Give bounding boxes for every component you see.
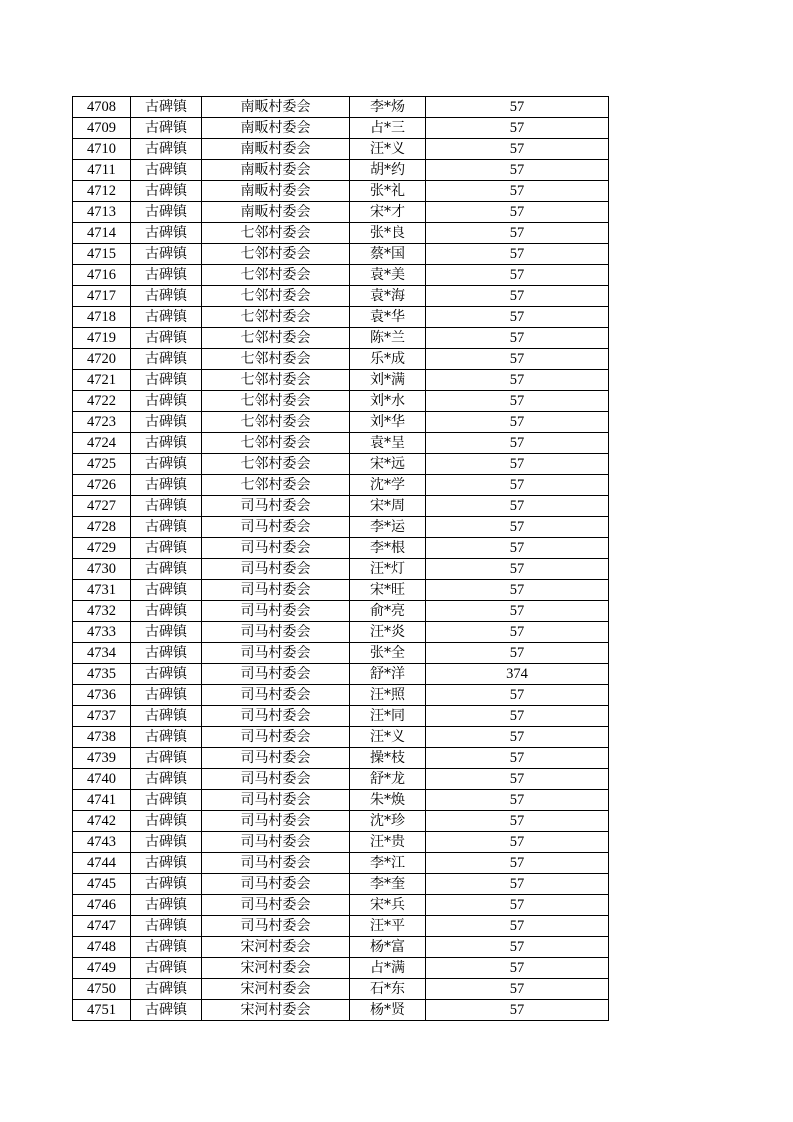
town-cell: 古碑镇 xyxy=(131,580,202,601)
name-cell: 石*东 xyxy=(350,979,426,1000)
data-table xyxy=(72,96,609,1021)
name-cell: 张*良 xyxy=(350,223,426,244)
village-committee-cell: 南畈村委会 xyxy=(202,160,350,181)
village-committee-cell: 司马村委会 xyxy=(202,580,350,601)
amount-cell: 57 xyxy=(426,202,609,223)
table-row xyxy=(73,601,609,622)
table-row xyxy=(73,664,609,685)
town-cell: 古碑镇 xyxy=(131,853,202,874)
row-index-cell: 4711 xyxy=(73,160,131,181)
row-index-cell: 4712 xyxy=(73,181,131,202)
name-cell: 杨*贤 xyxy=(350,1000,426,1021)
amount-cell: 57 xyxy=(426,958,609,979)
row-index-cell: 4720 xyxy=(73,349,131,370)
table-row xyxy=(73,937,609,958)
table-row xyxy=(73,538,609,559)
village-committee-cell: 司马村委会 xyxy=(202,496,350,517)
row-index-cell: 4746 xyxy=(73,895,131,916)
town-cell: 古碑镇 xyxy=(131,118,202,139)
amount-cell: 57 xyxy=(426,748,609,769)
amount-cell: 57 xyxy=(426,349,609,370)
table-row xyxy=(73,181,609,202)
village-committee-cell: 司马村委会 xyxy=(202,790,350,811)
village-committee-cell: 司马村委会 xyxy=(202,748,350,769)
name-cell: 汪*贵 xyxy=(350,832,426,853)
village-committee-cell: 七邻村委会 xyxy=(202,307,350,328)
amount-cell: 374 xyxy=(426,664,609,685)
village-committee-cell: 司马村委会 xyxy=(202,517,350,538)
row-index-cell: 4731 xyxy=(73,580,131,601)
table-row xyxy=(73,832,609,853)
row-index-cell: 4726 xyxy=(73,475,131,496)
town-cell: 古碑镇 xyxy=(131,979,202,1000)
name-cell: 袁*华 xyxy=(350,307,426,328)
amount-cell: 57 xyxy=(426,538,609,559)
amount-cell: 57 xyxy=(426,328,609,349)
name-cell: 汪*同 xyxy=(350,706,426,727)
amount-cell: 57 xyxy=(426,853,609,874)
town-cell: 古碑镇 xyxy=(131,181,202,202)
name-cell: 占*三 xyxy=(350,118,426,139)
table-row xyxy=(73,307,609,328)
name-cell: 操*枝 xyxy=(350,748,426,769)
table-row xyxy=(73,790,609,811)
amount-cell: 57 xyxy=(426,979,609,1000)
amount-cell: 57 xyxy=(426,622,609,643)
amount-cell: 57 xyxy=(426,916,609,937)
amount-cell: 57 xyxy=(426,832,609,853)
town-cell: 古碑镇 xyxy=(131,370,202,391)
table-row xyxy=(73,811,609,832)
table-row xyxy=(73,454,609,475)
village-committee-cell: 司马村委会 xyxy=(202,601,350,622)
amount-cell: 57 xyxy=(426,874,609,895)
table-row xyxy=(73,979,609,1000)
town-cell: 古碑镇 xyxy=(131,160,202,181)
amount-cell: 57 xyxy=(426,811,609,832)
row-index-cell: 4734 xyxy=(73,643,131,664)
row-index-cell: 4748 xyxy=(73,937,131,958)
table-row xyxy=(73,748,609,769)
row-index-cell: 4727 xyxy=(73,496,131,517)
row-index-cell: 4750 xyxy=(73,979,131,1000)
row-index-cell: 4742 xyxy=(73,811,131,832)
amount-cell: 57 xyxy=(426,496,609,517)
name-cell: 袁*呈 xyxy=(350,433,426,454)
row-index-cell: 4744 xyxy=(73,853,131,874)
village-committee-cell: 司马村委会 xyxy=(202,895,350,916)
name-cell: 汪*照 xyxy=(350,685,426,706)
village-committee-cell: 七邻村委会 xyxy=(202,370,350,391)
town-cell: 古碑镇 xyxy=(131,958,202,979)
amount-cell: 57 xyxy=(426,370,609,391)
row-index-cell: 4710 xyxy=(73,139,131,160)
row-index-cell: 4735 xyxy=(73,664,131,685)
name-cell: 朱*焕 xyxy=(350,790,426,811)
town-cell: 古碑镇 xyxy=(131,685,202,706)
town-cell: 古碑镇 xyxy=(131,97,202,118)
row-index-cell: 4716 xyxy=(73,265,131,286)
row-index-cell: 4721 xyxy=(73,370,131,391)
town-cell: 古碑镇 xyxy=(131,643,202,664)
row-index-cell: 4732 xyxy=(73,601,131,622)
amount-cell: 57 xyxy=(426,139,609,160)
row-index-cell: 4724 xyxy=(73,433,131,454)
table-row xyxy=(73,433,609,454)
village-committee-cell: 七邻村委会 xyxy=(202,328,350,349)
table-row xyxy=(73,958,609,979)
town-cell: 古碑镇 xyxy=(131,412,202,433)
table-row xyxy=(73,853,609,874)
table-row xyxy=(73,517,609,538)
village-committee-cell: 司马村委会 xyxy=(202,916,350,937)
name-cell: 陈*兰 xyxy=(350,328,426,349)
row-index-cell: 4708 xyxy=(73,97,131,118)
amount-cell: 57 xyxy=(426,580,609,601)
amount-cell: 57 xyxy=(426,727,609,748)
name-cell: 李*运 xyxy=(350,517,426,538)
name-cell: 李*根 xyxy=(350,538,426,559)
amount-cell: 57 xyxy=(426,223,609,244)
table-row xyxy=(73,916,609,937)
village-committee-cell: 七邻村委会 xyxy=(202,286,350,307)
village-committee-cell: 司马村委会 xyxy=(202,706,350,727)
name-cell: 舒*龙 xyxy=(350,769,426,790)
table-row xyxy=(73,328,609,349)
row-index-cell: 4729 xyxy=(73,538,131,559)
name-cell: 宋*周 xyxy=(350,496,426,517)
village-committee-cell: 司马村委会 xyxy=(202,853,350,874)
town-cell: 古碑镇 xyxy=(131,475,202,496)
table-row xyxy=(73,559,609,580)
village-committee-cell: 司马村委会 xyxy=(202,559,350,580)
village-committee-cell: 宋河村委会 xyxy=(202,979,350,1000)
name-cell: 宋*才 xyxy=(350,202,426,223)
village-committee-cell: 司马村委会 xyxy=(202,874,350,895)
amount-cell: 57 xyxy=(426,412,609,433)
town-cell: 古碑镇 xyxy=(131,748,202,769)
village-committee-cell: 七邻村委会 xyxy=(202,412,350,433)
village-committee-cell: 司马村委会 xyxy=(202,622,350,643)
name-cell: 汪*义 xyxy=(350,139,426,160)
village-committee-cell: 七邻村委会 xyxy=(202,433,350,454)
name-cell: 乐*成 xyxy=(350,349,426,370)
village-committee-cell: 宋河村委会 xyxy=(202,958,350,979)
town-cell: 古碑镇 xyxy=(131,706,202,727)
village-committee-cell: 司马村委会 xyxy=(202,685,350,706)
table-row xyxy=(73,265,609,286)
amount-cell: 57 xyxy=(426,454,609,475)
town-cell: 古碑镇 xyxy=(131,517,202,538)
table-row xyxy=(73,727,609,748)
row-index-cell: 4733 xyxy=(73,622,131,643)
amount-cell: 57 xyxy=(426,559,609,580)
row-index-cell: 4709 xyxy=(73,118,131,139)
table-row xyxy=(73,391,609,412)
name-cell: 张*全 xyxy=(350,643,426,664)
village-committee-cell: 司马村委会 xyxy=(202,811,350,832)
village-committee-cell: 七邻村委会 xyxy=(202,265,350,286)
name-cell: 刘*华 xyxy=(350,412,426,433)
amount-cell: 57 xyxy=(426,97,609,118)
row-index-cell: 4747 xyxy=(73,916,131,937)
town-cell: 古碑镇 xyxy=(131,622,202,643)
town-cell: 古碑镇 xyxy=(131,601,202,622)
town-cell: 古碑镇 xyxy=(131,328,202,349)
town-cell: 古碑镇 xyxy=(131,916,202,937)
row-index-cell: 4741 xyxy=(73,790,131,811)
amount-cell: 57 xyxy=(426,601,609,622)
row-index-cell: 4725 xyxy=(73,454,131,475)
table-row xyxy=(73,349,609,370)
amount-cell: 57 xyxy=(426,1000,609,1021)
village-committee-cell: 司马村委会 xyxy=(202,664,350,685)
name-cell: 舒*洋 xyxy=(350,664,426,685)
town-cell: 古碑镇 xyxy=(131,433,202,454)
town-cell: 古碑镇 xyxy=(131,244,202,265)
amount-cell: 57 xyxy=(426,685,609,706)
table-row xyxy=(73,769,609,790)
row-index-cell: 4738 xyxy=(73,727,131,748)
village-committee-cell: 南畈村委会 xyxy=(202,118,350,139)
village-committee-cell: 七邻村委会 xyxy=(202,223,350,244)
row-index-cell: 4749 xyxy=(73,958,131,979)
amount-cell: 57 xyxy=(426,895,609,916)
table-row xyxy=(73,1000,609,1021)
row-index-cell: 4743 xyxy=(73,832,131,853)
amount-cell: 57 xyxy=(426,769,609,790)
name-cell: 刘*满 xyxy=(350,370,426,391)
name-cell: 汪*炎 xyxy=(350,622,426,643)
name-cell: 李*江 xyxy=(350,853,426,874)
village-committee-cell: 七邻村委会 xyxy=(202,244,350,265)
name-cell: 胡*约 xyxy=(350,160,426,181)
village-committee-cell: 七邻村委会 xyxy=(202,475,350,496)
row-index-cell: 4718 xyxy=(73,307,131,328)
name-cell: 杨*富 xyxy=(350,937,426,958)
amount-cell: 57 xyxy=(426,307,609,328)
town-cell: 古碑镇 xyxy=(131,790,202,811)
town-cell: 古碑镇 xyxy=(131,349,202,370)
row-index-cell: 4722 xyxy=(73,391,131,412)
row-index-cell: 4719 xyxy=(73,328,131,349)
name-cell: 宋*旺 xyxy=(350,580,426,601)
town-cell: 古碑镇 xyxy=(131,223,202,244)
town-cell: 古碑镇 xyxy=(131,286,202,307)
amount-cell: 57 xyxy=(426,286,609,307)
village-committee-cell: 七邻村委会 xyxy=(202,454,350,475)
town-cell: 古碑镇 xyxy=(131,895,202,916)
name-cell: 刘*水 xyxy=(350,391,426,412)
name-cell: 汪*义 xyxy=(350,727,426,748)
amount-cell: 57 xyxy=(426,475,609,496)
table-row xyxy=(73,706,609,727)
amount-cell: 57 xyxy=(426,517,609,538)
row-index-cell: 4714 xyxy=(73,223,131,244)
village-committee-cell: 南畈村委会 xyxy=(202,139,350,160)
table-row xyxy=(73,685,609,706)
name-cell: 汪*灯 xyxy=(350,559,426,580)
town-cell: 古碑镇 xyxy=(131,664,202,685)
row-index-cell: 4717 xyxy=(73,286,131,307)
name-cell: 袁*海 xyxy=(350,286,426,307)
row-index-cell: 4715 xyxy=(73,244,131,265)
table-row xyxy=(73,244,609,265)
amount-cell: 57 xyxy=(426,937,609,958)
town-cell: 古碑镇 xyxy=(131,202,202,223)
table-row xyxy=(73,412,609,433)
town-cell: 古碑镇 xyxy=(131,454,202,475)
village-committee-cell: 七邻村委会 xyxy=(202,349,350,370)
town-cell: 古碑镇 xyxy=(131,727,202,748)
village-committee-cell: 七邻村委会 xyxy=(202,391,350,412)
name-cell: 汪*平 xyxy=(350,916,426,937)
name-cell: 俞*亮 xyxy=(350,601,426,622)
village-committee-cell: 司马村委会 xyxy=(202,727,350,748)
name-cell: 沈*学 xyxy=(350,475,426,496)
town-cell: 古碑镇 xyxy=(131,265,202,286)
row-index-cell: 4737 xyxy=(73,706,131,727)
town-cell: 古碑镇 xyxy=(131,391,202,412)
village-committee-cell: 南畈村委会 xyxy=(202,181,350,202)
amount-cell: 57 xyxy=(426,433,609,454)
town-cell: 古碑镇 xyxy=(131,1000,202,1021)
name-cell: 李*奎 xyxy=(350,874,426,895)
table-row xyxy=(73,496,609,517)
town-cell: 古碑镇 xyxy=(131,496,202,517)
amount-cell: 57 xyxy=(426,160,609,181)
name-cell: 宋*远 xyxy=(350,454,426,475)
table-row xyxy=(73,202,609,223)
town-cell: 古碑镇 xyxy=(131,937,202,958)
table-row xyxy=(73,160,609,181)
row-index-cell: 4730 xyxy=(73,559,131,580)
row-index-cell: 4745 xyxy=(73,874,131,895)
amount-cell: 57 xyxy=(426,265,609,286)
village-committee-cell: 司马村委会 xyxy=(202,538,350,559)
amount-cell: 57 xyxy=(426,643,609,664)
table-row xyxy=(73,370,609,391)
name-cell: 占*满 xyxy=(350,958,426,979)
table-row xyxy=(73,874,609,895)
village-committee-cell: 南畈村委会 xyxy=(202,97,350,118)
name-cell: 袁*美 xyxy=(350,265,426,286)
village-committee-cell: 司马村委会 xyxy=(202,832,350,853)
town-cell: 古碑镇 xyxy=(131,139,202,160)
table-row xyxy=(73,223,609,244)
amount-cell: 57 xyxy=(426,706,609,727)
name-cell: 蔡*国 xyxy=(350,244,426,265)
town-cell: 古碑镇 xyxy=(131,538,202,559)
amount-cell: 57 xyxy=(426,244,609,265)
table-body xyxy=(73,97,609,1021)
row-index-cell: 4740 xyxy=(73,769,131,790)
name-cell: 沈*珍 xyxy=(350,811,426,832)
row-index-cell: 4736 xyxy=(73,685,131,706)
table-row xyxy=(73,286,609,307)
amount-cell: 57 xyxy=(426,181,609,202)
village-committee-cell: 司马村委会 xyxy=(202,643,350,664)
name-cell: 李*炀 xyxy=(350,97,426,118)
row-index-cell: 4751 xyxy=(73,1000,131,1021)
table-row xyxy=(73,622,609,643)
name-cell: 张*礼 xyxy=(350,181,426,202)
amount-cell: 57 xyxy=(426,118,609,139)
village-committee-cell: 宋河村委会 xyxy=(202,1000,350,1021)
table-row xyxy=(73,475,609,496)
amount-cell: 57 xyxy=(426,391,609,412)
table-row xyxy=(73,580,609,601)
row-index-cell: 4723 xyxy=(73,412,131,433)
town-cell: 古碑镇 xyxy=(131,559,202,580)
table-row xyxy=(73,643,609,664)
town-cell: 古碑镇 xyxy=(131,307,202,328)
village-committee-cell: 宋河村委会 xyxy=(202,937,350,958)
village-committee-cell: 南畈村委会 xyxy=(202,202,350,223)
table-row xyxy=(73,97,609,118)
row-index-cell: 4728 xyxy=(73,517,131,538)
amount-cell: 57 xyxy=(426,790,609,811)
row-index-cell: 4713 xyxy=(73,202,131,223)
town-cell: 古碑镇 xyxy=(131,811,202,832)
town-cell: 古碑镇 xyxy=(131,832,202,853)
village-committee-cell: 司马村委会 xyxy=(202,769,350,790)
table-row xyxy=(73,895,609,916)
table-row xyxy=(73,139,609,160)
town-cell: 古碑镇 xyxy=(131,769,202,790)
table-row xyxy=(73,118,609,139)
town-cell: 古碑镇 xyxy=(131,874,202,895)
name-cell: 宋*兵 xyxy=(350,895,426,916)
row-index-cell: 4739 xyxy=(73,748,131,769)
